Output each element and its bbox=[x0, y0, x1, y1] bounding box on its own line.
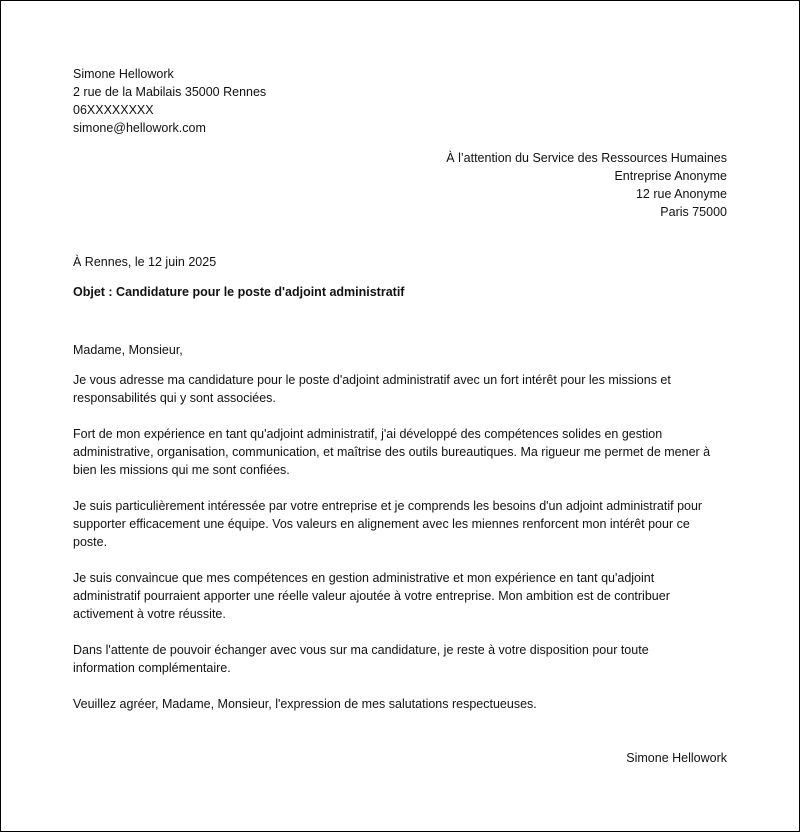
paragraph-line: supporter efficacement une équipe. Vos valeurs en alignement avec les miennes renforcent mon intérêt pour ce bbox=[73, 517, 690, 531]
sender-address: 2 rue de la Mabilais 35000 Rennes bbox=[73, 85, 267, 99]
paragraph-line: administrative, organisation, communication, et maîtrise des outils bureautiques. Ma rigueur me permet de mener à bbox=[73, 445, 711, 459]
paragraph-line: Dans l'attente de pouvoir échanger avec vous sur ma candidature, je reste à votre disposition pour toute bbox=[73, 643, 649, 657]
paragraph-line: responsabilités qui y sont associées. bbox=[73, 391, 276, 405]
recipient-company: Entreprise Anonyme bbox=[614, 169, 727, 183]
place-date: À Rennes, le 12 juin 2025 bbox=[73, 255, 217, 269]
sender-phone: 06XXXXXXXX bbox=[73, 103, 154, 117]
paragraph-line: Je suis convaincue que mes compétences en gestion administrative et mon expérience en tant qu'adjoint bbox=[73, 571, 655, 585]
body-paragraph-2 bbox=[73, 425, 729, 479]
paragraph-line: information complémentaire. bbox=[73, 661, 231, 675]
salutation: Madame, Monsieur, bbox=[73, 343, 183, 357]
recipient-attention: À l’attention du Service des Ressources Humaines bbox=[446, 151, 727, 165]
paragraph-line: poste. bbox=[73, 535, 108, 549]
paragraph-line: Je vous adresse ma candidature pour le poste d'adjoint administratif avec un fort intérêt pour les missions et bbox=[73, 373, 671, 387]
sender-email: simone@hellowork.com bbox=[73, 121, 206, 135]
body-paragraph-4 bbox=[73, 569, 729, 623]
paragraph-line: administratif pourraient apporter une réelle valeur ajoutée à votre entreprise. Mon ambition est de contribuer bbox=[73, 589, 670, 603]
recipient-street: 12 rue Anonyme bbox=[635, 187, 727, 201]
paragraph-line: Je suis particulièrement intéressée par votre entreprise et je comprends les besoins d'un adjoint administratif pour bbox=[73, 499, 703, 513]
paragraph-line: activement à votre réussite. bbox=[73, 607, 226, 621]
recipient-city: Paris 75000 bbox=[660, 205, 727, 219]
signature: Simone Hellowork bbox=[626, 751, 727, 765]
sender-name: Simone Hellowork bbox=[73, 67, 174, 81]
subject-line: Objet : Candidature pour le poste d'adjoint administratif bbox=[73, 285, 405, 299]
paragraph-line: Fort de mon expérience en tant qu'adjoint administratif, j'ai développé des compétences solides en gestion bbox=[73, 427, 663, 441]
body-paragraph-3 bbox=[73, 497, 729, 551]
body-paragraph-1 bbox=[73, 371, 729, 407]
paragraph-line: Veuillez agréer, Madame, Monsieur, l'expression de mes salutations respectueuses. bbox=[73, 697, 537, 711]
body-paragraph-5 bbox=[73, 641, 729, 677]
paragraph-line: bien les missions qui me sont confiées. bbox=[73, 463, 290, 477]
closing-paragraph bbox=[73, 695, 729, 713]
